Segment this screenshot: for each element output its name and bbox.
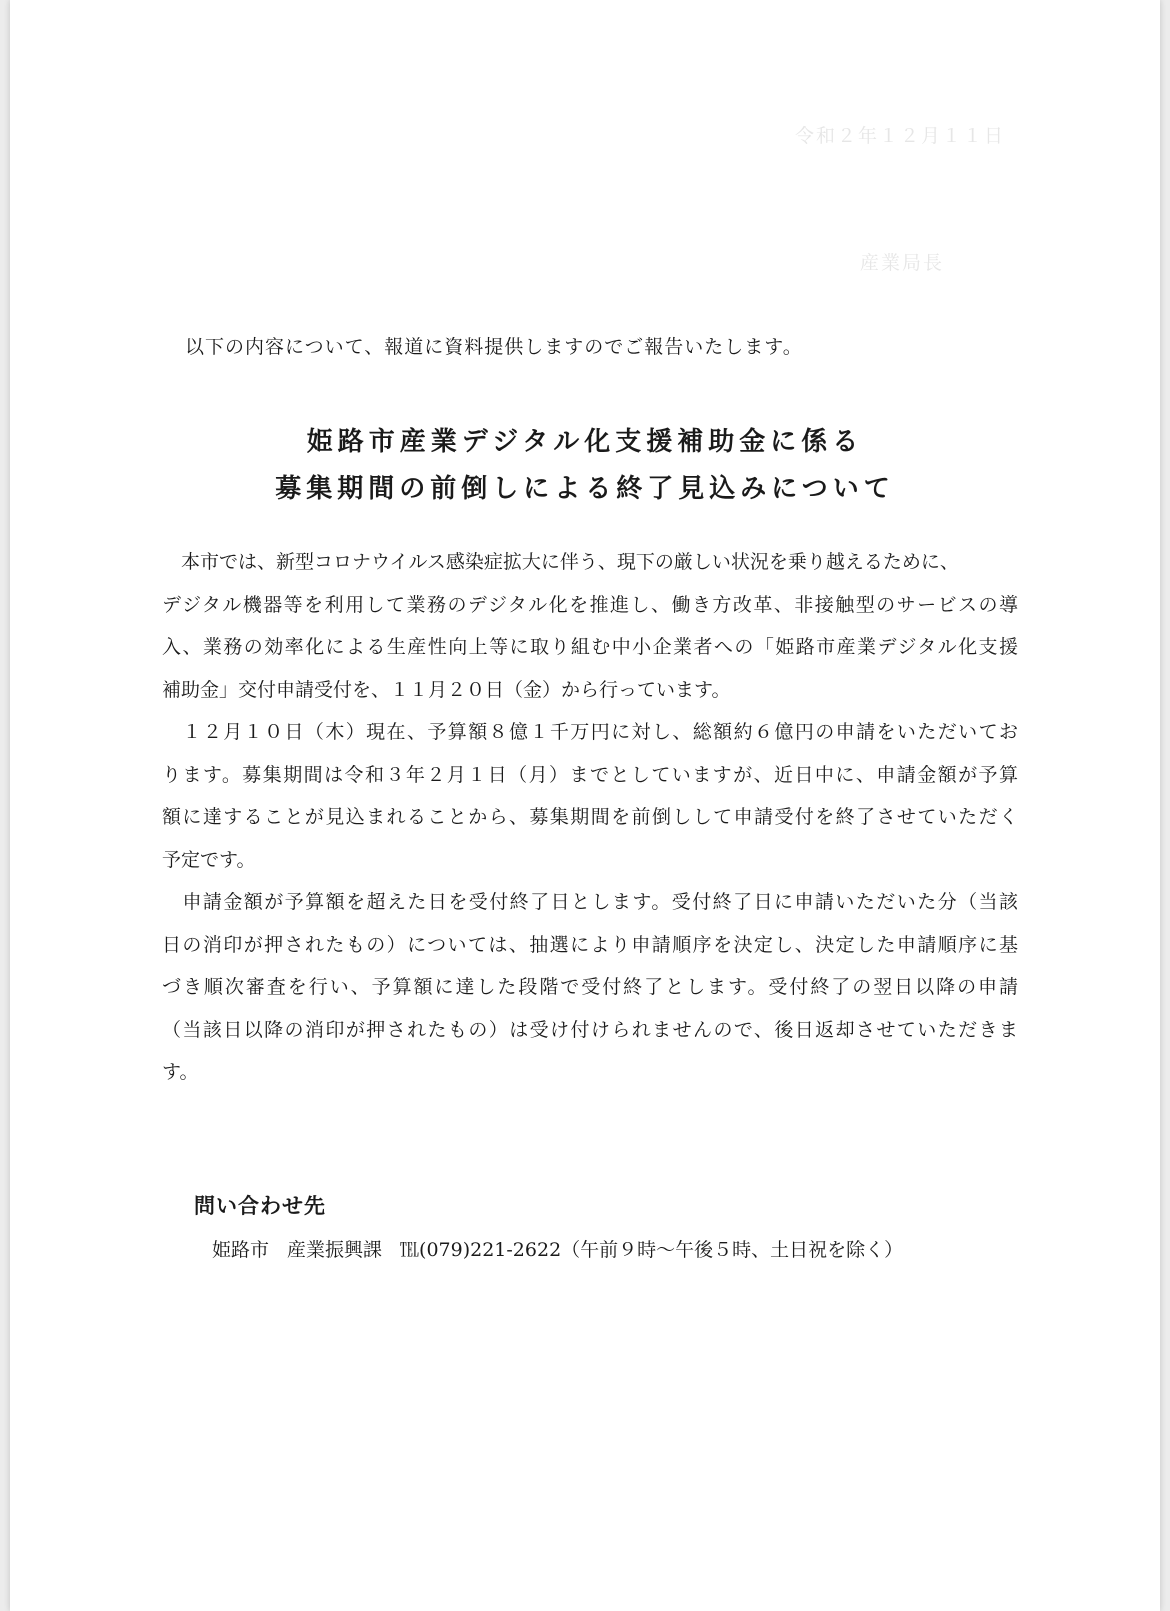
body-line: ります。募集期間は令和３年２月１日（月）までとしていますが、近日中に、申請金額が予算 <box>162 763 1018 786</box>
body-text <box>162 548 1018 1101</box>
body-line: （当該日以降の消印が押されたもの）は受け付けられませんので、後日返却させていただきま <box>162 1018 1018 1041</box>
contact-section: 産業振興課 <box>287 1239 383 1261</box>
body-line: １２月１０日（木）現在、予算額８億１千万円に対し、総額約６億円の申請をいただいてお <box>162 721 1018 743</box>
body-line: 日の消印が押されたもの）については、抽選により申請順序を決定し、決定した申請順序に基 <box>162 933 1018 956</box>
body-line: 予定です。 <box>162 848 256 871</box>
body-line: 本市では、新型コロナウイルス感染症拡大に伴う、現下の厳しい状況を乗り越えるために、 <box>162 551 959 573</box>
document-title-line-2: 募集期間の前倒しによる終了見込みについて <box>275 474 895 504</box>
contact-phone: ℡(079)221-2622（午前９時～午後５時、土日祝を除く） <box>400 1239 904 1261</box>
body-line: 入、業務の効率化による生産性向上等に取り組む中小企業者への「姫路市産業デジタル化支援 <box>162 636 1018 658</box>
document-title-line-1: 姫路市産業デジタル化支援補助金に係る <box>306 427 864 457</box>
document-page <box>10 0 1160 1611</box>
body-line: づき順次審査を行い、予算額に達した段階で受付終了とします。受付終了の翌日以降の申請 <box>162 976 1018 998</box>
body-line: 額に達することが見込まれることから、募集期間を前倒しして申請受付を終了させていただく <box>162 806 1018 828</box>
contact-org: 姫路市 <box>212 1239 270 1261</box>
intro-text: 以下の内容について、報道に資料提供しますのでご報告いたします。 <box>185 336 803 358</box>
issuing-department: 産業局長 <box>860 252 945 274</box>
body-line: す。 <box>162 1061 199 1083</box>
contact-info <box>212 1235 921 1262</box>
document-date: 令和２年１２月１１日 <box>795 125 1006 147</box>
contact-heading: 問い合わせ先 <box>194 1194 326 1218</box>
body-line: 申請金額が予算額を超えた日を受付終了日とします。受付終了日に申請いただいた分（当該 <box>162 891 1018 913</box>
body-line: デジタル機器等を利用して業務のデジタル化を推進し、働き方改革、非接触型のサービスの導 <box>162 593 1018 616</box>
body-line: 補助金」交付申請受付を、１１月２０日（金）から行っています。 <box>162 678 731 701</box>
